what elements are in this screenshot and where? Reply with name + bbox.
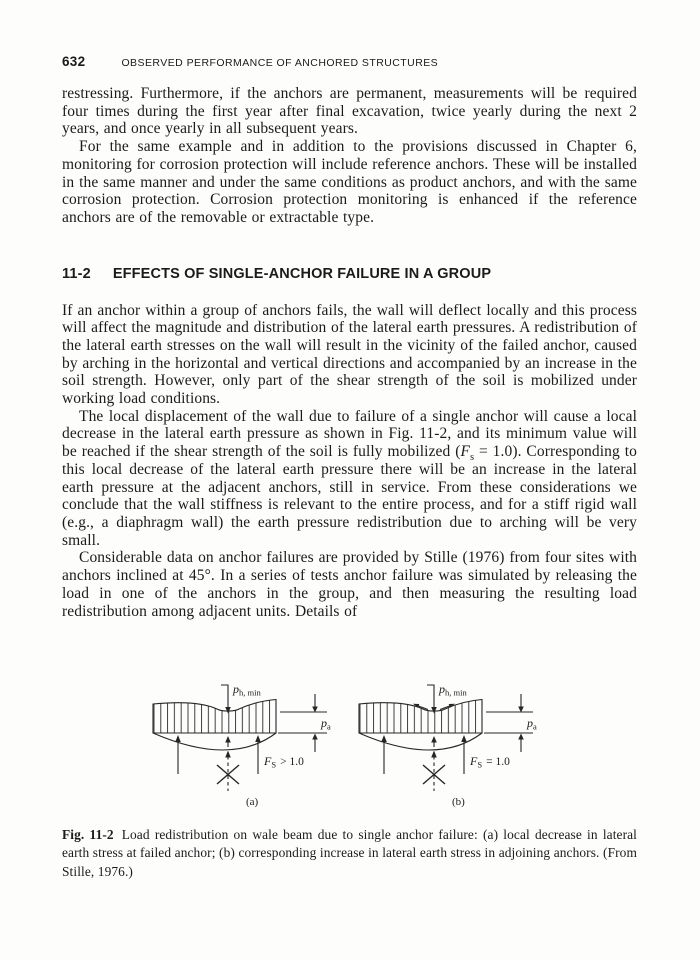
- label-ph-min: $p_{h, min}$: [232, 684, 261, 698]
- pressure-band: [153, 700, 276, 734]
- paragraph-anchor-failure-group: If an anchor within a group of anchors fails, the wall will deflect locally and this process will affect the magnitude and distribution of the lateral earth pressures. A redistribution of the lateral earth stresses on the wall will result in the vicinity of the failed anchor, caused by arching in the horizontal and vertical directions and accompanied by an increase in the soil strength. However, only part of the shear strength of the soil is mobilized under working load conditions.: [62, 301, 637, 408]
- label-ph-min: $p_{h, min}$: [438, 684, 467, 698]
- variable-F: F: [460, 443, 471, 461]
- label-fs-equal: $F_S = 1.0$: [469, 754, 510, 770]
- ph-min-leader-line: [221, 685, 228, 708]
- figure-caption-text: Load redistribution on wale beam due to single anchor failure: (a) local decrease in lateral earth stress at failed anchor; (b) corresponding increase in lateral earth stress in adjoining anchors. (From Stille, 1976.): [62, 827, 638, 879]
- page-number: 632: [62, 54, 86, 69]
- panel-letter-a: (a): [245, 796, 258, 808]
- failed-anchor-x-icon: [217, 765, 239, 784]
- label-pa: $p_a$: [526, 716, 537, 732]
- paragraph-local-displacement: The local displacement of the wall due to failure of a single anchor will cause a local decrease in the lateral earth pressure as shown in Fig. 11-2, and its minimum value will be reached if the shear strength of the soil is fully mobilized $(F_s = 1.0)$. Corresponding to this local decrease of the lateral earth pressure there will be an increase in the lateral earth pressure at the adjacent anchors, still in service. From these considerations we conclude that the wall stiffness is relevant to the entire process, and for a stiff rigid wall (e.g., a diaphragm wall) the earth pressure redistribution due to arching will be very small.: [62, 407, 637, 549]
- section-title: EFFECTS OF SINGLE-ANCHOR FAILURE IN A GROUP: [112, 265, 492, 282]
- label-pa: $p_a$: [320, 716, 331, 732]
- running-head-title: OBSERVED PERFORMANCE OF ANCHORED STRUCTURES: [121, 57, 439, 69]
- section-number: 11-2: [62, 265, 91, 282]
- section-heading: [62, 267, 637, 283]
- running-header: [62, 54, 637, 69]
- wale-beam-diagram-a: [151, 684, 343, 809]
- pressure-band: [359, 700, 482, 734]
- wale-beam-diagram-b: [357, 684, 549, 809]
- failed-anchor-x-icon: [423, 765, 445, 784]
- subscript-s: s: [470, 452, 475, 464]
- panel-letter-b: (b): [451, 796, 465, 808]
- figure-caption-label: Fig. 11-2: [62, 827, 114, 842]
- paragraph-restressing: restressing. Furthermore, if the anchors are permanent, measurements will be required four times during the first year after final excavation, twice yearly during the next 2 years, and once yearly in all subsequent years.: [62, 85, 637, 138]
- paragraph-corrosion-monitoring: For the same example and in addition to the provisions discussed in Chapter 6, monitoring for corrosion protection will include reference anchors. These will be installed in the same manner and under the same conditions as product anchors, and with the same corrosion protection. Corrosion protection monitoring is enhanced if the reference anchors are of the removable or extractable type.: [62, 138, 637, 226]
- figure-11-2: [62, 684, 637, 881]
- label-fs-greater: $F_S > 1.0$: [263, 754, 304, 770]
- ph-min-leader-line: [427, 685, 434, 708]
- paragraph-stille-data: Considerable data on anchor failures are provided by Stille (1976) from four sites with anchors inclined at 45°. In a series of tests anchor failure was simulated by releasing the load in one of the anchors in the group, and then measuring the resulting load redistribution among adjacent units. Details of: [62, 549, 637, 620]
- figure-diagrams: [62, 684, 637, 809]
- figure-caption: [62, 826, 637, 881]
- page-body: [62, 85, 637, 620]
